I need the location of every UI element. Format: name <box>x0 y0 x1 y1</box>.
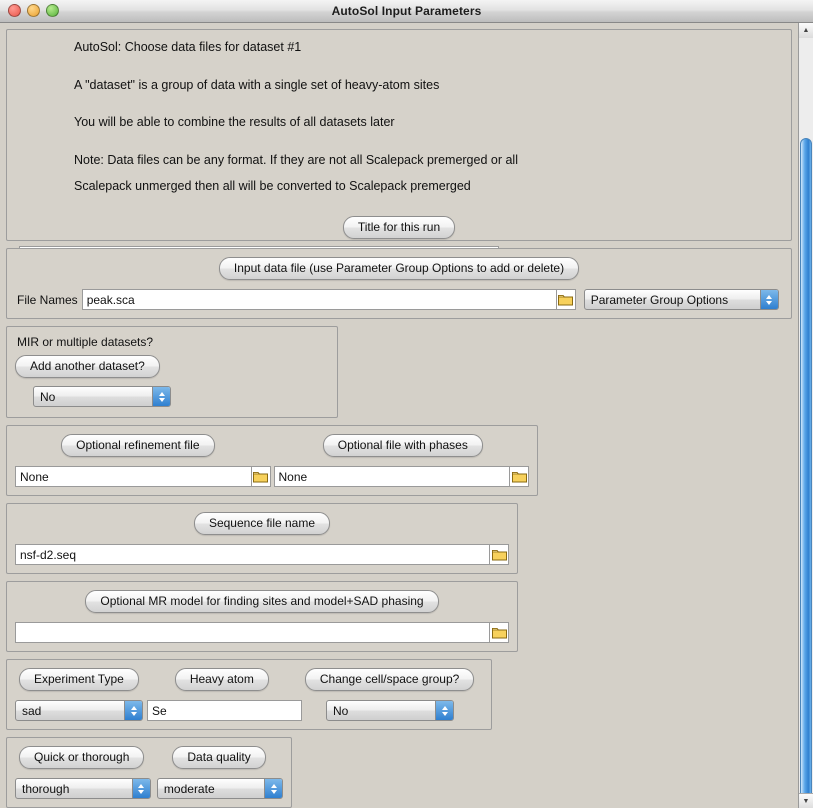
title-for-run-button[interactable]: Title for this run <box>343 216 455 239</box>
quick-or-thorough-select[interactable] <box>15 778 151 799</box>
data-quality-value: moderate <box>163 781 215 796</box>
data-quality-select[interactable] <box>157 778 283 799</box>
minimize-button-icon[interactable] <box>27 4 40 17</box>
file-name-input[interactable]: peak.sca <box>82 289 557 310</box>
quick-or-thorough-button[interactable]: Quick or thorough <box>19 746 144 769</box>
chevron-updown-icon <box>152 387 170 406</box>
chevron-updown-icon <box>124 701 142 720</box>
quick-or-thorough-value: thorough <box>22 781 70 796</box>
scrollbar-thumb[interactable] <box>800 138 812 808</box>
optional-mr-model-button[interactable]: Optional MR model for finding sites and model+SAD phasing <box>85 590 438 613</box>
chevron-updown-icon <box>132 779 150 798</box>
quality-group <box>6 737 292 808</box>
file-names-label: File Names <box>17 292 78 307</box>
parameters-panel <box>0 23 798 808</box>
mir-question-label: MIR or multiple datasets? <box>17 335 154 349</box>
experiment-type-select[interactable] <box>15 700 143 721</box>
experiment-type-button[interactable]: Experiment Type <box>19 668 139 691</box>
folder-icon[interactable] <box>557 289 576 310</box>
sequence-file-name-button[interactable]: Sequence file name <box>194 512 330 535</box>
change-cell-space-group-button[interactable]: Change cell/space group? <box>305 668 474 691</box>
experiment-type-value: sad <box>22 703 42 718</box>
folder-icon[interactable] <box>252 466 271 487</box>
change-cell-value: No <box>333 703 349 718</box>
mr-model-input[interactable] <box>15 622 490 643</box>
input-data-file-group <box>6 248 792 319</box>
window-titlebar <box>0 0 813 23</box>
optional-file-with-phases-button[interactable]: Optional file with phases <box>323 434 483 457</box>
window-title: AutoSol Input Parameters <box>331 4 482 18</box>
scrollbar-track[interactable] <box>799 38 813 794</box>
add-dataset-value: No <box>40 389 56 404</box>
mir-group <box>6 326 338 418</box>
scroll-down-icon[interactable]: ▼ <box>799 793 813 808</box>
heavy-atom-button[interactable]: Heavy atom <box>175 668 269 691</box>
intro-line-1: AutoSol: Choose data files for dataset #1 <box>74 40 302 54</box>
heavy-atom-input[interactable]: Se <box>147 700 302 721</box>
chevron-updown-icon <box>760 290 778 309</box>
change-cell-space-group-select[interactable] <box>326 700 454 721</box>
parameter-group-options-select[interactable] <box>584 289 779 310</box>
experiment-group <box>6 659 492 730</box>
parameter-group-options-value: Parameter Group Options <box>590 292 729 307</box>
close-button-icon[interactable] <box>8 4 21 17</box>
input-data-file-button[interactable]: Input data file (use Parameter Group Options to add or delete) <box>219 257 579 280</box>
intro-line-2: A "dataset" is a group of data with a single set of heavy-atom sites <box>74 77 440 92</box>
add-dataset-select[interactable] <box>33 386 171 407</box>
sequence-file-input[interactable]: nsf-d2.seq <box>15 544 490 565</box>
phases-file-input[interactable]: None <box>274 466 511 487</box>
sequence-file-group <box>6 503 518 574</box>
title-button-row <box>19 216 779 239</box>
intro-line-3: You will be able to combine the results of all datasets later <box>74 115 395 130</box>
intro-group <box>6 29 792 241</box>
folder-icon[interactable] <box>510 466 529 487</box>
optional-refinement-file-button[interactable]: Optional refinement file <box>61 434 214 457</box>
folder-icon[interactable] <box>490 622 509 643</box>
input-file-header-row <box>15 257 783 280</box>
add-another-dataset-button[interactable]: Add another dataset? <box>15 355 160 378</box>
intro-line-5: Scalepack unmerged then all will be converted to Scalepack premerged <box>74 178 471 193</box>
zoom-button-icon[interactable] <box>46 4 59 17</box>
mr-model-group <box>6 581 518 652</box>
data-quality-button[interactable]: Data quality <box>172 746 265 769</box>
optional-files-group <box>6 425 538 496</box>
window-content <box>0 23 813 808</box>
vertical-scrollbar[interactable] <box>798 23 813 808</box>
chevron-updown-icon <box>435 701 453 720</box>
chevron-updown-icon <box>264 779 282 798</box>
refinement-file-input[interactable]: None <box>15 466 252 487</box>
folder-icon[interactable] <box>490 544 509 565</box>
intro-line-4: Note: Data files can be any format. If they are not all Scalepack premerged or all <box>74 152 518 167</box>
window-controls <box>8 4 59 17</box>
scroll-up-icon[interactable]: ▲ <box>799 23 813 39</box>
